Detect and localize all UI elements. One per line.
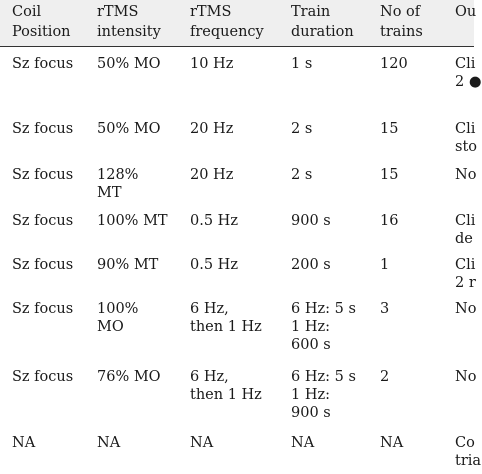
table-cell: Cli bbox=[455, 121, 476, 137]
table-cell: No bbox=[455, 167, 477, 183]
table-cell: 900 s bbox=[291, 405, 331, 421]
header-cell: No of bbox=[380, 4, 421, 20]
table-cell: NA bbox=[190, 435, 214, 451]
table-cell: MO bbox=[97, 319, 124, 335]
table-cell: 0.5 Hz bbox=[190, 213, 238, 229]
table-cell: Sz focus bbox=[12, 257, 74, 273]
table-cell: 90% MT bbox=[97, 257, 159, 273]
table-cell: Sz focus bbox=[12, 213, 74, 229]
table-cell: 100% bbox=[97, 301, 139, 317]
table-cell: sto bbox=[455, 139, 477, 155]
table-cell: NA bbox=[291, 435, 315, 451]
table-cell: 1 Hz: bbox=[291, 387, 331, 403]
header-rule bbox=[0, 46, 474, 47]
table-cell: No bbox=[455, 369, 477, 385]
table-cell: 15 bbox=[380, 167, 399, 183]
table-cell: NA bbox=[12, 435, 36, 451]
table-cell: Sz focus bbox=[12, 167, 74, 183]
table-cell: 20 Hz bbox=[190, 167, 234, 183]
header-cell: Ou bbox=[455, 4, 477, 20]
table-cell: 600 s bbox=[291, 337, 331, 353]
table-cell: 900 s bbox=[291, 213, 331, 229]
table-cell: de bbox=[455, 231, 473, 247]
table-cell: 6 Hz: 5 s bbox=[291, 369, 356, 385]
table-cell: tria bbox=[455, 453, 482, 469]
table-cell: 10 Hz bbox=[190, 56, 234, 72]
table-cell: then 1 Hz bbox=[190, 319, 262, 335]
header-cell: frequency bbox=[190, 24, 264, 40]
table-cell: 2 r bbox=[455, 275, 476, 291]
table-cell: MT bbox=[97, 185, 122, 201]
table-cell: 2 bbox=[380, 369, 390, 385]
header-cell: intensity bbox=[97, 24, 161, 40]
table-cell: 2 ● bbox=[455, 74, 482, 90]
table-cell: Cli bbox=[455, 56, 476, 72]
header-cell: rTMS bbox=[97, 4, 139, 20]
header-cell: Train bbox=[291, 4, 331, 20]
table-cell: 15 bbox=[380, 121, 399, 137]
table-cell: 200 s bbox=[291, 257, 331, 273]
table-cell: 2 s bbox=[291, 167, 313, 183]
table-cell: Sz focus bbox=[12, 369, 74, 385]
table-cell: 20 Hz bbox=[190, 121, 234, 137]
header-cell: Position bbox=[12, 24, 71, 40]
table-cell: Sz focus bbox=[12, 301, 74, 317]
table-cell: 50% MO bbox=[97, 56, 161, 72]
table-cell: 6 Hz, bbox=[190, 301, 229, 317]
table-cell: 1 s bbox=[291, 56, 313, 72]
table-cell: 3 bbox=[380, 301, 390, 317]
table-cell: 0.5 Hz bbox=[190, 257, 238, 273]
table-cell: Cli bbox=[455, 213, 476, 229]
table-cell: Sz focus bbox=[12, 121, 74, 137]
table-cell: Cli bbox=[455, 257, 476, 273]
header-cell: rTMS bbox=[190, 4, 232, 20]
table-cell: NA bbox=[380, 435, 404, 451]
table-cell: 6 Hz: 5 s bbox=[291, 301, 356, 317]
table-cell: 1 bbox=[380, 257, 390, 273]
table-cell: 76% MO bbox=[97, 369, 161, 385]
table-cell: No bbox=[455, 301, 477, 317]
table-cell: 6 Hz, bbox=[190, 369, 229, 385]
header-cell: Coil bbox=[12, 4, 42, 20]
table-cell: 50% MO bbox=[97, 121, 161, 137]
table-cell: Co bbox=[455, 435, 475, 451]
table-cell: 128% bbox=[97, 167, 139, 183]
table-cell: 1 Hz: bbox=[291, 319, 331, 335]
table-cell: Sz focus bbox=[12, 56, 74, 72]
table-cell: NA bbox=[97, 435, 121, 451]
table-cell: 120 bbox=[380, 56, 408, 72]
table-cell: 2 s bbox=[291, 121, 313, 137]
table-cell: 16 bbox=[380, 213, 399, 229]
table-cell: then 1 Hz bbox=[190, 387, 262, 403]
table-cell: 100% MT bbox=[97, 213, 168, 229]
header-cell: duration bbox=[291, 24, 354, 40]
header-cell: trains bbox=[380, 24, 423, 40]
